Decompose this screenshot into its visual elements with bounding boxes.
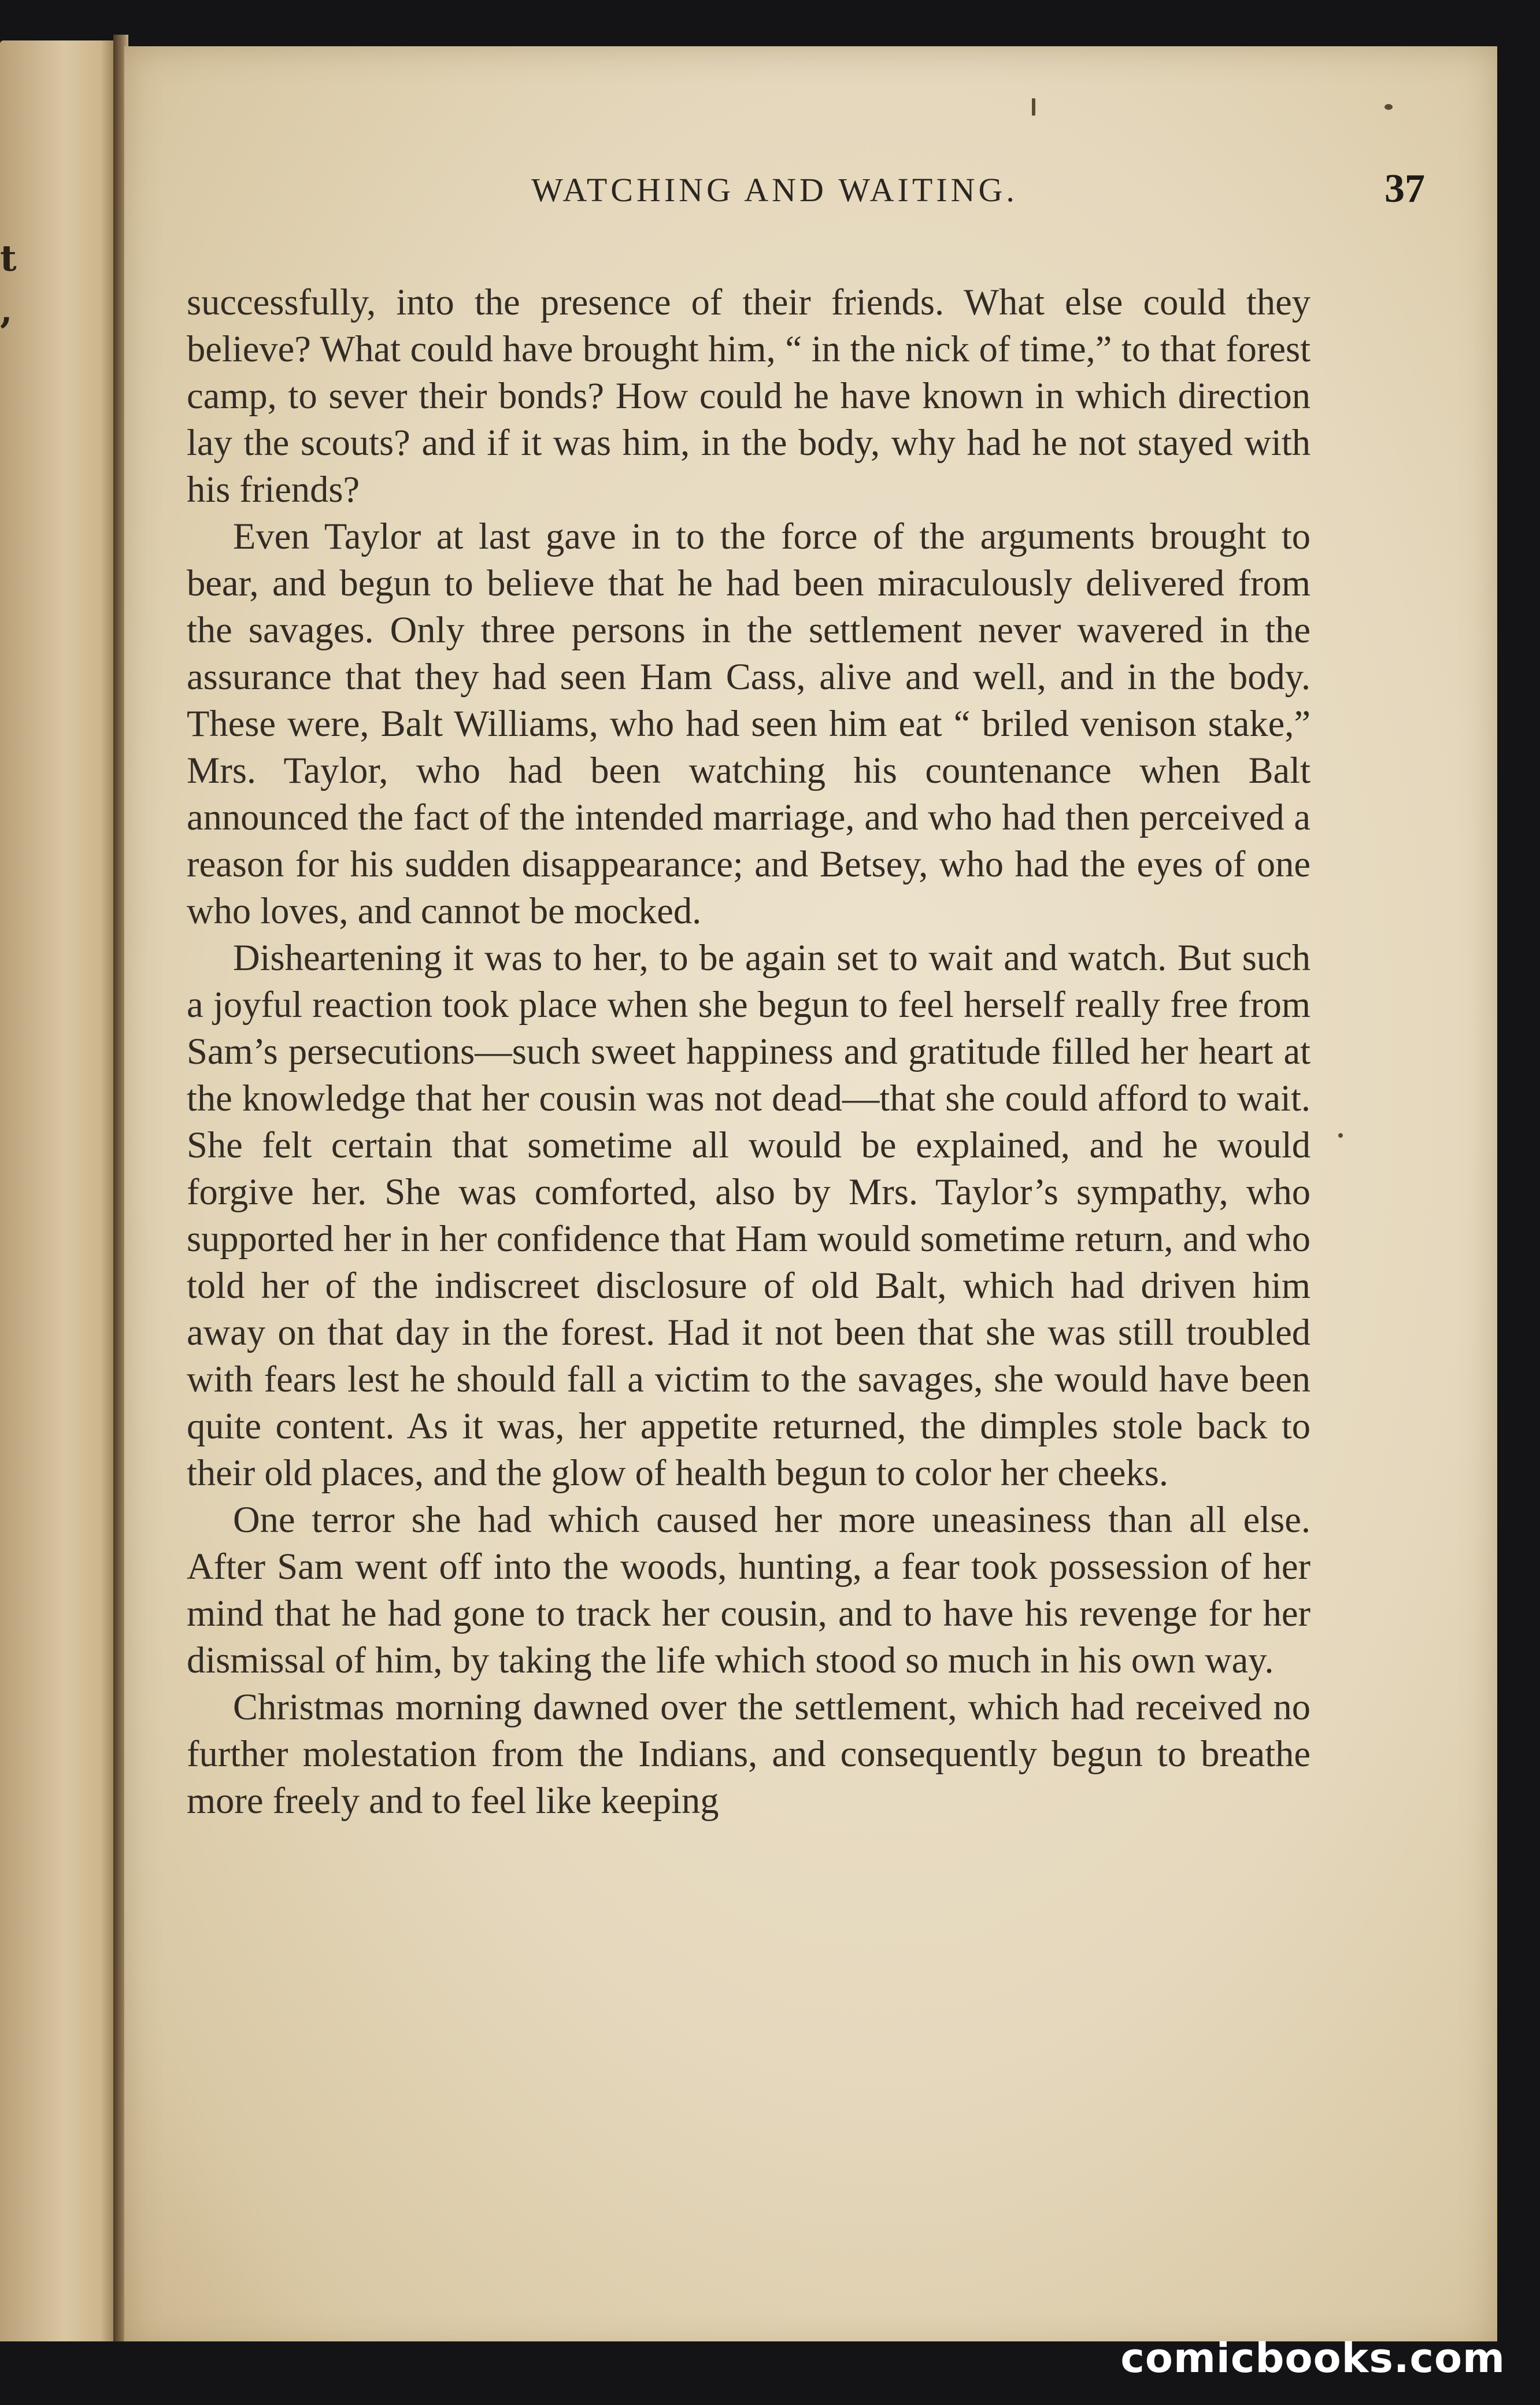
paragraph: Even Taylor at last gave in to the force of the arguments brought to bear, and begun to believe that he had been miraculously delivered from the savages. Only three persons in the settlement never wavered in the assurance that they had seen Ham Cass, alive and well, and in the body. These were, Balt Williams, who had seen him eat “ briled venison stake,” Mrs. Taylor, who had been watching his countenance when Balt announced the fact of the intended marriage, and who had then perceived a reason for his sudden disappearance; and Betsey, who had the eyes of one who loves, and cannot be mocked. [187, 516, 1311, 931]
paragraph: Disheartening it was to her, to be again set to wait and watch. But such a joyful reaction took place when she begun to feel herself really free from Sam’s persecutions—such sweet happiness and gratitude filled her heart at the knowledge that her cousin was not dead—that she could afford to wait. She felt certain that sometime all would be explained, and he would forgive her. She was comforted, also by Mrs. Taylor’s sympathy, who supported her in her confidence that Ham would sometime return, and who told her of the indiscreet disclosure of old Balt, which had driven him away on that day in the forest. Had it not been that she was still troubled with fears lest he should fall a victim to the savages, she would have been quite content. As it was, her appetite returned, the dimples stole back to their old places, and the glow of health begun to color her cheeks. [187, 937, 1311, 1493]
bleed-through-mark: t [0, 237, 17, 279]
paragraph: successfully, into the presence of their friends. What else could they believe? What could have brought him, “ in the nick of time,” to that forest camp, to sever their bonds? How could he have known in which direction lay the scouts? and if it was him, in the body, why had he not stayed with his friends? [187, 282, 1311, 510]
paragraph: One terror she had which caused her more uneasiness than all else. After Sam went off into the woods, hunting, a fear took possession of her mind that he had gone to track her cousin, and to have his revenge for her dismissal of him, by taking the life which stood so much in his own way. [187, 1499, 1311, 1681]
body-text [187, 279, 1311, 1824]
running-title: WATCHING AND WAITING. [531, 171, 1018, 209]
book-page [124, 46, 1497, 2353]
running-header [124, 166, 1425, 217]
watermark: comicbooks.com [1120, 2334, 1505, 2382]
paper-speck [1032, 98, 1035, 116]
previous-page-edge [0, 40, 119, 2353]
page-number: 37 [1384, 166, 1425, 211]
bleed-through-mark: , [0, 289, 13, 331]
paragraph: Christmas morning dawned over the settlement, which had received no further molestation from the Indians, and consequently begun to breathe more freely and to feel like keeping [187, 1686, 1311, 1821]
paper-speck [1384, 104, 1393, 110]
paper-speck [1338, 1133, 1343, 1138]
